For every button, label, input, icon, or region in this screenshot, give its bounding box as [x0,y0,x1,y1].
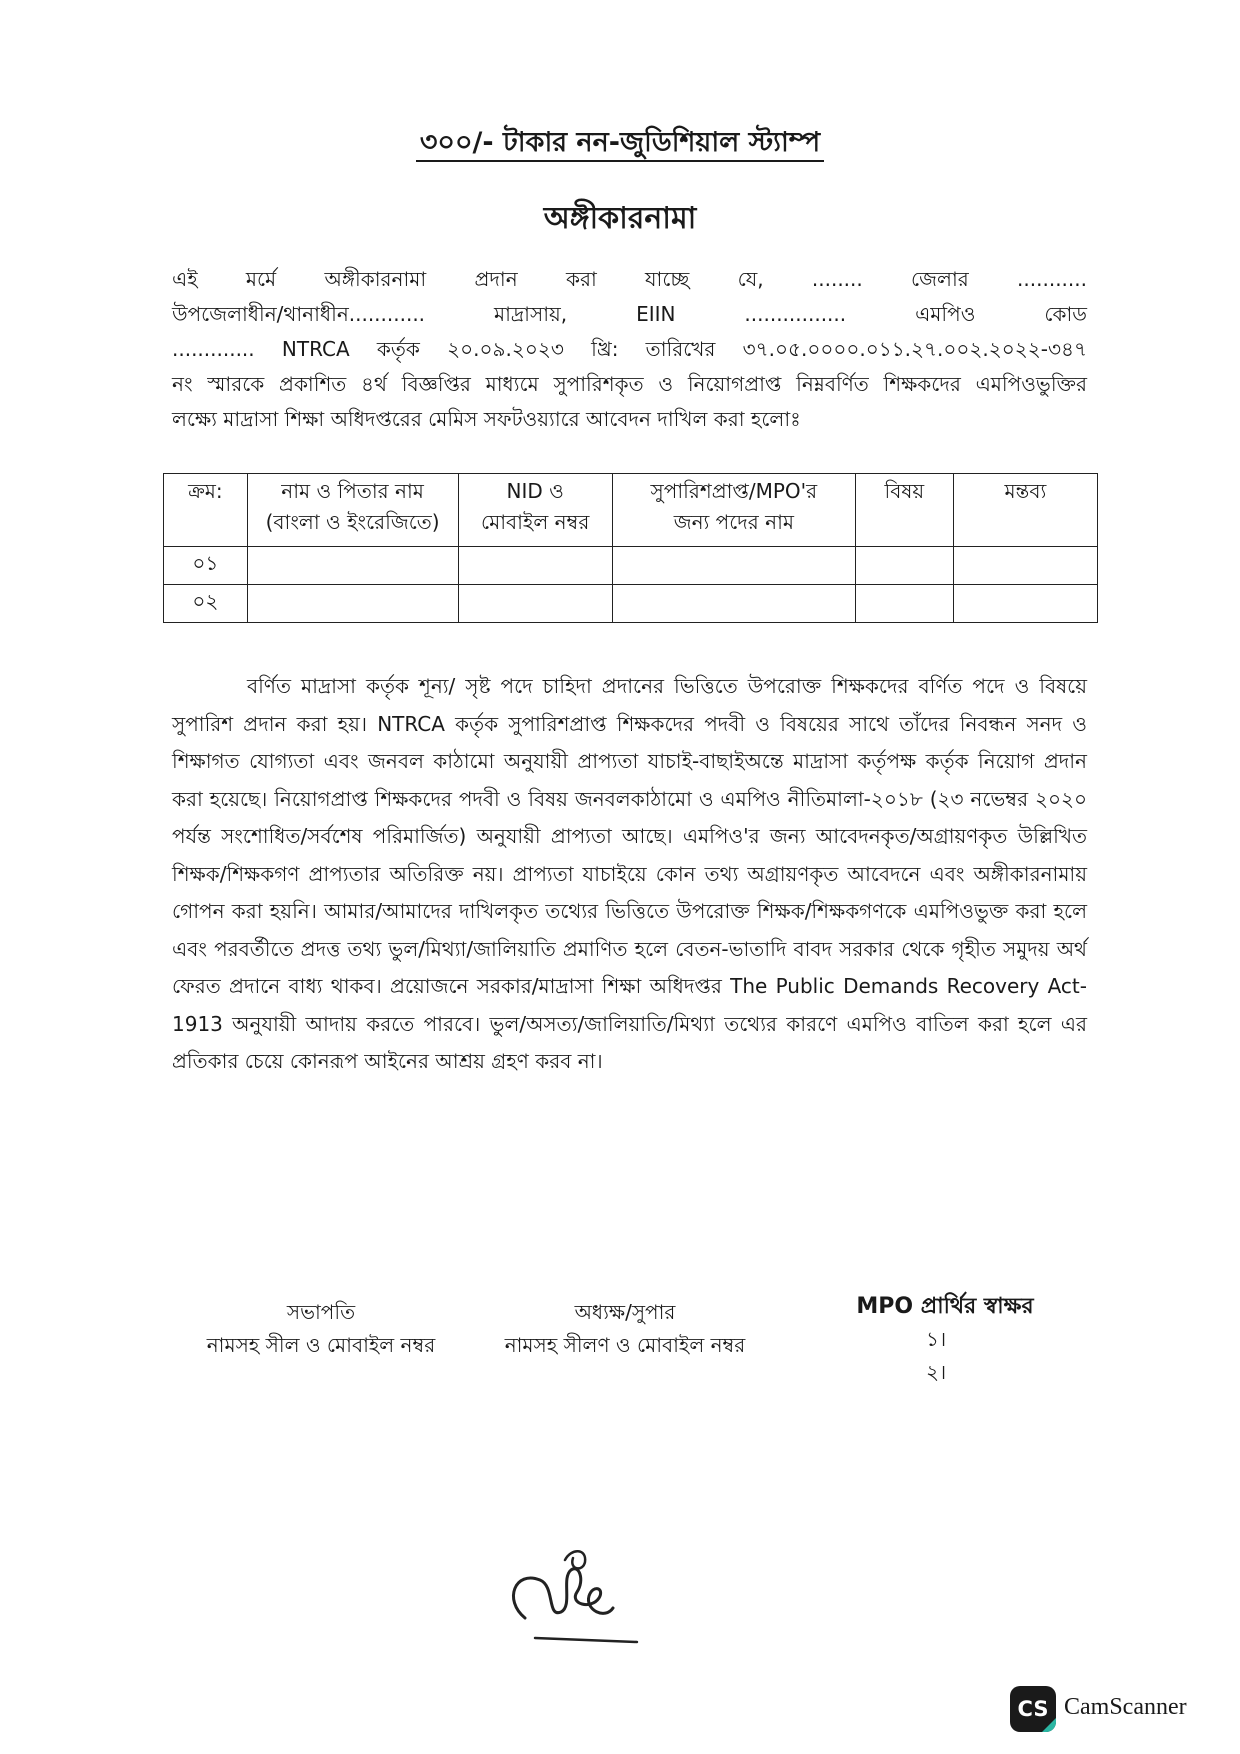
president-note: নামসহ সীল ও মোবাইল নম্বর [206,1333,436,1357]
intro-paragraph [172,262,1087,437]
col-nid-line-1: NID ও [506,479,564,503]
cell-nid[interactable] [458,585,612,623]
col-post-line-1: সুপারিশপ্রাপ্ত/MPO'র [650,479,818,503]
principal-signature-block [480,1296,770,1362]
stamp-heading-text: ৩০০/- টাকার নন-জুডিশিয়াল স্ট্যাম্প [416,127,824,162]
president-title: সভাপতি [286,1300,356,1324]
cell-subject[interactable] [855,547,953,585]
principal-note: নামসহ সীলণ ও মোবাইল নম্বর [504,1333,746,1357]
declaration-text: বর্ণিত মাদ্রাসা কর্তৃক শূন্য/ সৃষ্ট পদে চাহিদা প্রদানের ভিত্তিতে উপরোক্ত শিক্ষকদের বর্ণিত পদে ও বিষয়ে সুপারিশ প্রদান করা হয়। NTRCA কর্তৃক সুপারিশপ্রাপ্ত শিক্ষকদের পদবী ও বিষয়ের সাথে তাঁদের নিবন্ধন সনদ ও শিক্ষাগত যোগ্যতা এবং জনবল কাঠামো অনুযায়ী প্রাপ্যতা যাচাই-বাছাইঅন্তে মাদ্রাসা কর্তৃপক্ষ কর্তৃক নিয়োগ প্রদান করা হয়েছে। নিয়োগপ্রাপ্ত শিক্ষকদের পদবী ও বিষয় জনবলকাঠামো ও এমপিও নীতিমালা-২০১৮ (২৩ নভেম্বর ২০২০ পর্যন্ত সংশোধিত/সর্বশেষ পরিমার্জিত) অনুযায়ী প্রাপ্যতা আছে। এমপিও'র জন্য আবেদনকৃত/অগ্রায়ণকৃত উল্লিখিত শিক্ষক/শিক্ষকগণ প্রাপ্যতার অতিরিক্ত নয়। প্রাপ্যতা যাচাইয়ে কোন তথ্য অগ্রায়ণকৃত আবেদনে এবং অঙ্গীকারনামায় গোপন করা হয়নি। আমার/আমাদের দাখিলকৃত তথ্যের ভিত্তিতে উপরোক্ত শিক্ষক/শিক্ষকগণকে এমপিওভুক্ত করা হলে এবং পরবর্তীতে প্রদত্ত তথ্য ভুল/মিথ্যা/জালিয়াতি প্রমাণিত হলে বেতন-ভাতাদি বাবদ সরকার থেকে গৃহীত সমুদয় অর্থ ফেরত প্রদানে বাধ্য থাকব। প্রয়োজনে সরকার/মাদ্রাসা শিক্ষা অধিদপ্তর The Public Demands Recovery Act-1913 অনুযায়ী আদায় করতে পারবে। ভুল/অসত্য/জালিয়াতি/মিথ্যা তথ্যের কারণে এমপিও বাতিল করা হলে এর প্রতিকার চেয়ে কোনরূপ আইনের আশ্রয় গ্রহণ করব না। [172,674,1087,1073]
cell-name[interactable] [247,585,458,623]
cell-nid[interactable] [458,547,612,585]
candidate-title: MPO প্রার্থির স্বাক্ষর [856,1294,1034,1319]
table-row [164,585,1098,623]
intro-line-2: উপজেলাধীন/থানাধীন............ মাদ্রাসায়, EIIN ................ এমপিও কোড [172,302,1087,326]
document-title: অঙ্গীকারনামা [543,201,697,236]
candidate-item-2: ২। [926,1360,947,1384]
cell-remarks[interactable] [953,585,1097,623]
col-remarks: মন্তব্য [953,474,1097,547]
col-nid-line-2: মোবাইল নম্বর [480,510,590,534]
intro-line-5: লক্ষ্যে মাদ্রাসা শিক্ষা অধিদপ্তরের মেমিস সফটওয়্যারে আবেদন দাখিল করা হলোঃ [172,407,801,431]
declaration-paragraph [172,668,1087,1081]
teachers-table [163,473,1098,623]
col-name [247,474,458,547]
candidate-item-1: ১। [926,1327,947,1351]
intro-line-4: নং স্মারকে প্রকাশিত ৪র্থ বিজ্ঞপ্তির মাধ্যমে সুপারিশকৃত ও নিয়োগপ্রাপ্ত নিম্নবর্ণিত শিক্ষকদের এমপিওভুক্তির [172,372,1087,396]
stamp-heading [0,122,1240,167]
row-serial: ০১ [164,547,248,585]
camscanner-logo-icon: CS [1010,1686,1056,1732]
cell-post[interactable] [612,585,855,623]
col-serial: ক্রম: [164,474,248,547]
camscanner-watermark [1010,1686,1230,1732]
table-header-row [164,474,1098,547]
col-post [612,474,855,547]
camscanner-brand: CamScanner [1064,1694,1187,1720]
principal-title: অধ্যক্ষ/সুপার [574,1300,676,1324]
col-name-line-2: (বাংলা ও ইংরেজিতে) [265,510,440,534]
col-name-line-1: নাম ও পিতার নাম [281,479,424,503]
candidate-signature-block [830,1290,1060,1389]
col-nid [458,474,612,547]
cell-remarks[interactable] [953,547,1097,585]
cell-name[interactable] [247,547,458,585]
table-row [164,547,1098,585]
row-serial: ০২ [164,585,248,623]
president-signature-block [176,1296,466,1362]
col-subject: বিষয় [855,474,953,547]
cell-subject[interactable] [855,585,953,623]
handwritten-signature-icon [495,1540,645,1650]
cell-post[interactable] [612,547,855,585]
col-post-line-2: জন্য পদের নাম [673,510,794,534]
intro-line-3: ............. NTRCA কর্তৃক ২০.০৯.২০২৩ খ্রি: তারিখের ৩৭.০৫.০০০০.০১১.২৭.০০২.২০২২-৩৪৭ [172,337,1087,361]
intro-line-1: এই মর্মে অঙ্গীকারনামা প্রদান করা যাচ্ছে যে, ........ জেলার ........... [172,267,1087,291]
